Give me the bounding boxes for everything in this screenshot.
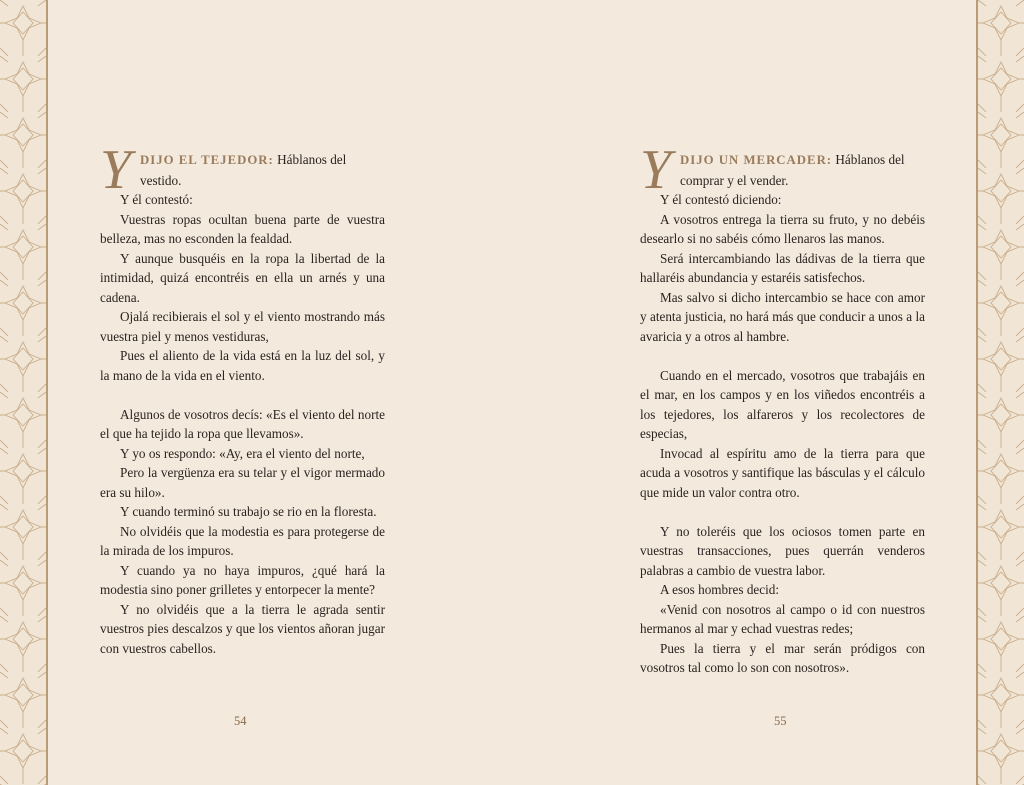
paragraph: Algunos de vosotros decís: «Es el viento del norte el que ha tejido la ropa que llevamos». bbox=[100, 406, 385, 441]
paragraph: Será intercambiando las dádivas de la tierra que hallaréis abundancia y estaréis satisfechos. bbox=[640, 250, 925, 285]
paragraph: No olvidéis que la modestia es para protegerse de la mirada de los impuros. bbox=[100, 523, 385, 558]
geometric-pattern-icon bbox=[0, 0, 46, 785]
right-page-text bbox=[640, 139, 925, 678]
paragraph: Cuando en el mercado, vosotros que trabajáis en el mar, en los campos y en los viñedos encontréis a los tejedores, los alfareros y los recolectores de especias, bbox=[640, 367, 925, 441]
paragraph: Y no olvidéis que a la tierra le agrada sentir vuestros pies descalzos y que los vientos añoran jugar con vuestros cabellos. bbox=[100, 601, 385, 656]
page-number: 54 bbox=[234, 714, 247, 728]
paragraph: A esos hombres decid: bbox=[660, 582, 780, 597]
opening-text: Háblanos del vestido. bbox=[140, 152, 347, 188]
paragraph: Y yo os respondo: «Ay, era el viento del norte, bbox=[120, 445, 365, 461]
paragraph: Mas salvo si dicho intercambio se hace con amor y atenta justicia, no hará más que conducir a unos a la avaricia y a otros al hambre. bbox=[640, 289, 925, 344]
paragraph: A vosotros entrega la tierra su fruto, y no debéis desearlo si no sabéis cómo llenaros las manos. bbox=[640, 211, 925, 246]
paragraph: «Venid con nosotros al campo o id con nuestros hermanos al mar y echad vuestras redes; bbox=[640, 601, 925, 636]
paragraph: Y no toleréis que los ociosos tomen parte en vuestras transacciones, pues querrán venderos palabras a cambio de vuestra labor. bbox=[640, 523, 925, 578]
right-ornamental-border bbox=[976, 0, 1024, 785]
geometric-pattern-icon bbox=[978, 0, 1024, 785]
paragraph: Vuestras ropas ocultan buena parte de vuestra belleza, mas no esconden la fealdad. bbox=[100, 211, 385, 246]
paragraph: Y él contestó: bbox=[120, 192, 193, 207]
paragraph: Y cuando terminó su trabajo se rio en la floresta. bbox=[120, 504, 377, 519]
paragraph: Pues la tierra y el mar serán pródigos con vosotros tal como lo son con nosotros». bbox=[640, 640, 925, 675]
page-number: 55 bbox=[774, 714, 787, 728]
paragraph: Pero la vergüenza era su telar y el vigor mermado era su hilo». bbox=[100, 465, 385, 500]
chapter-lead: DIJO EL TEJEDOR: bbox=[140, 153, 274, 167]
opening-text: Háblanos del comprar y el vender. bbox=[680, 152, 905, 188]
drop-cap: Y bbox=[640, 139, 672, 201]
paragraph: Y él contestó diciendo: bbox=[660, 192, 782, 207]
left-ornamental-border bbox=[0, 0, 48, 785]
chapter-lead: DIJO UN MERCADER: bbox=[680, 153, 833, 167]
paragraph: Y cuando ya no haya impuros, ¿qué hará la modestia sino poner grilletes y entorpecer la mente? bbox=[100, 562, 385, 597]
paragraph: Y aunque busquéis en la ropa la libertad de la intimidad, quizá encontréis en ella un arnés y una cadena. bbox=[100, 250, 385, 305]
left-page-text bbox=[100, 139, 385, 658]
paragraph: Pues el aliento de la vida está en la luz del sol, y la mano de la vida en el viento. bbox=[100, 348, 385, 383]
drop-cap: Y bbox=[100, 139, 132, 201]
paragraph: Ojalá recibierais el sol y el viento mostrando más vuestra piel y menos vestiduras, bbox=[100, 309, 385, 344]
paragraph: Invocad al espíritu amo de la tierra para que acuda a vosotros y santifique las básculas y el cálculo que mide un valor contra otro. bbox=[640, 445, 925, 500]
